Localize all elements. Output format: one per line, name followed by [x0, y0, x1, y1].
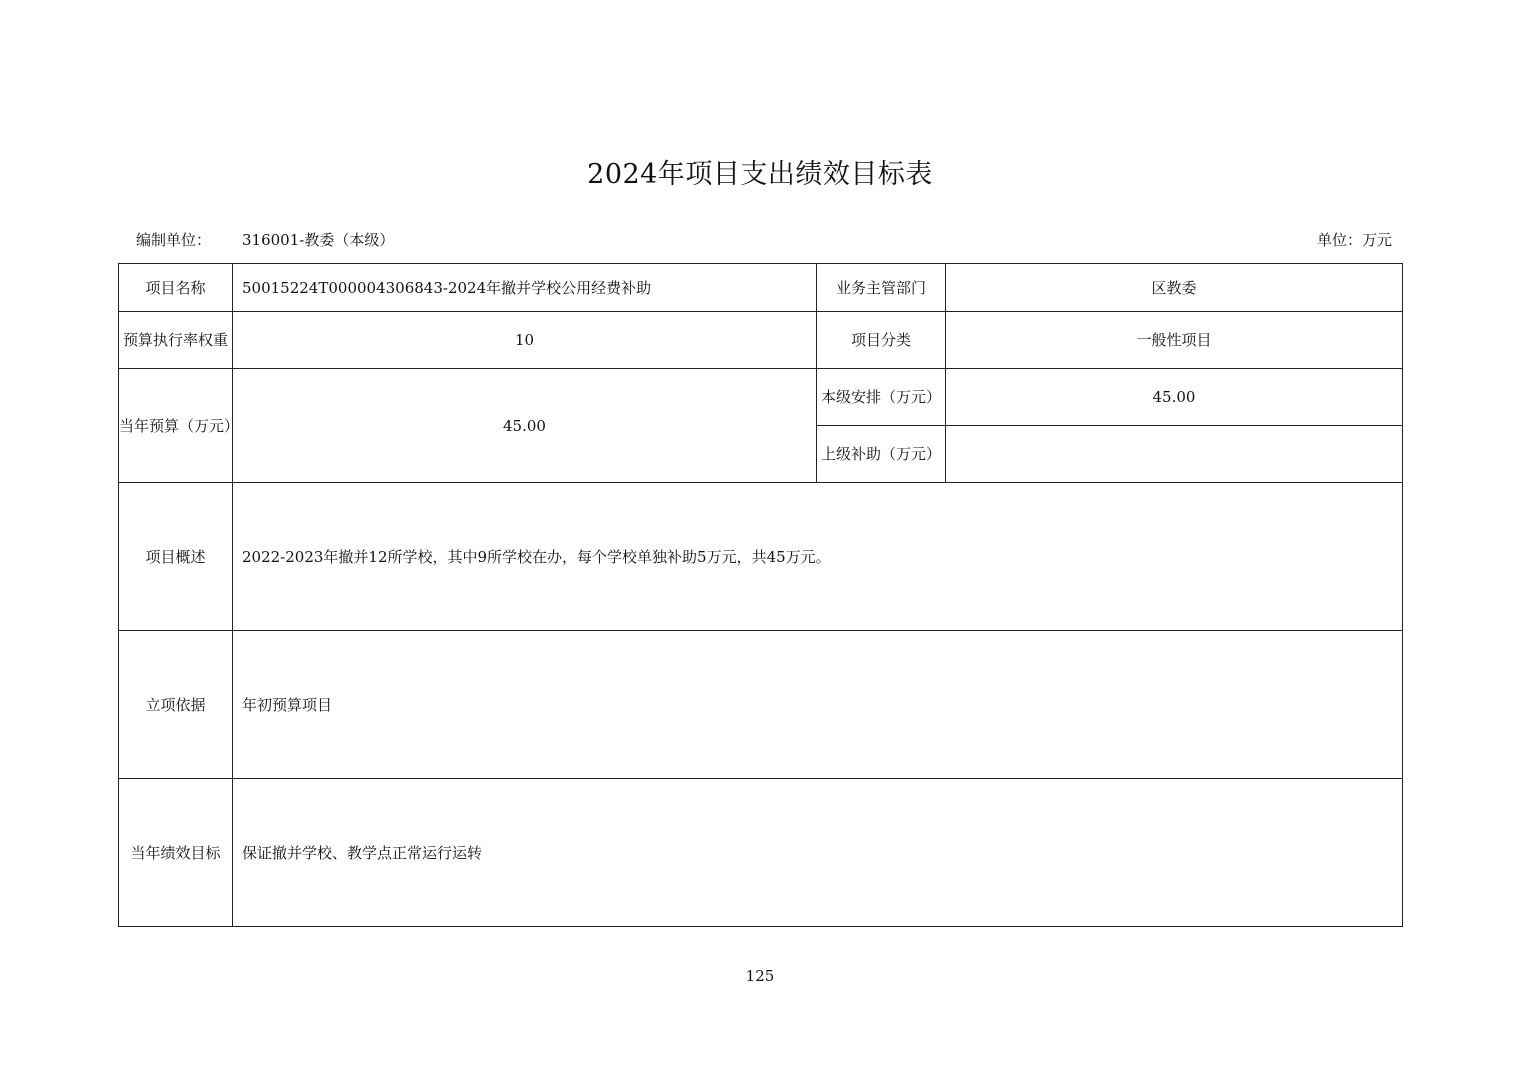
table-row [119, 312, 1403, 369]
superior-subsidy-label: 上级补助（万元） [817, 426, 946, 483]
compiling-unit-value: 316001-教委（本级） [242, 231, 395, 249]
project-name-label: 项目名称 [119, 264, 233, 312]
compiling-unit-label: 编制单位： [136, 231, 212, 249]
basis-value: 年初预算项目 [233, 631, 1403, 779]
goal-label: 当年绩效目标 [119, 779, 233, 927]
currency-unit: 单位：万元 [1316, 231, 1392, 249]
local-funding-value: 45.00 [946, 369, 1403, 426]
budget-value: 45.00 [233, 369, 817, 483]
exec-weight-value: 10 [233, 312, 817, 369]
page-title: 2024年项目支出绩效目标表 [587, 159, 933, 190]
table-row [119, 483, 1403, 631]
local-funding-label: 本级安排（万元） [817, 369, 946, 426]
table-row [119, 264, 1403, 312]
exec-weight-label: 预算执行率权重 [119, 312, 233, 369]
table-row [119, 779, 1403, 927]
overview-value: 2022-2023年撤并12所学校，其中9所学校在办，每个学校单独补助5万元，共45万元。 [233, 483, 1403, 631]
page-number: 125 [745, 967, 775, 985]
goal-value: 保证撤并学校、教学点正常运行运转 [233, 779, 1403, 927]
budget-label: 当年预算（万元） [119, 369, 233, 483]
basis-label: 立项依据 [119, 631, 233, 779]
dept-value: 区教委 [946, 264, 1403, 312]
superior-subsidy-value [946, 426, 1403, 483]
dept-label: 业务主管部门 [817, 264, 946, 312]
overview-label: 项目概述 [119, 483, 233, 631]
table-row [119, 369, 1403, 426]
category-value: 一般性项目 [946, 312, 1403, 369]
performance-target-table [118, 263, 1403, 927]
project-name-value: 50015224T000004306843-2024年撤并学校公用经费补助 [233, 264, 817, 312]
category-label: 项目分类 [817, 312, 946, 369]
table-row [119, 631, 1403, 779]
